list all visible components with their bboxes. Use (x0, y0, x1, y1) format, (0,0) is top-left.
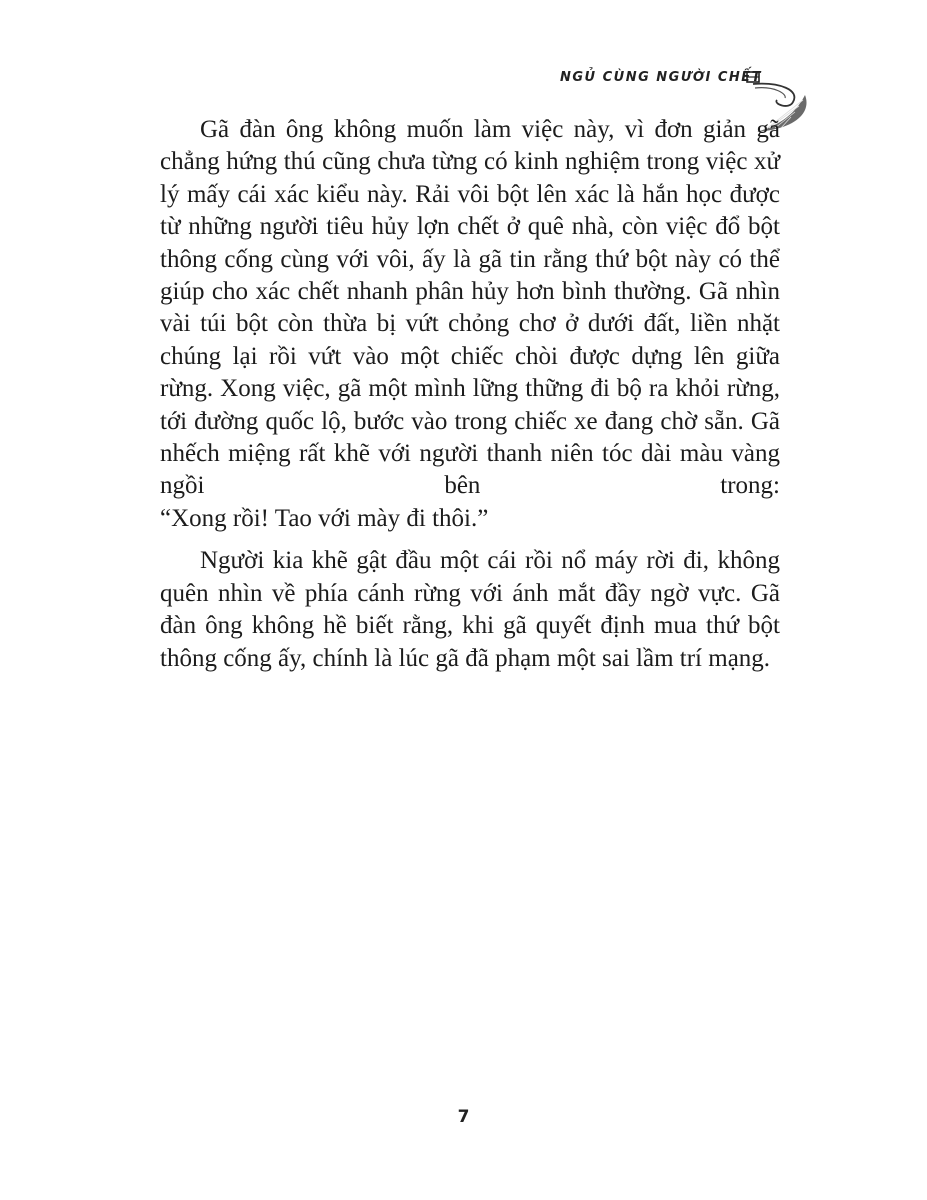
paragraph-text: Gã đàn ông không muốn làm việc này, vì đơn giản gã chẳng hứng thú cũng chưa từng có kinh nghiệm trong việc xử lý mấy cái xác kiểu này. Rải vôi bột lên xác là hắn học được từ những người tiêu hủy lợn chết ở quê nhà, còn việc đổ bột thông cống cùng với vôi, ấy là gã tin rằng thứ bột này có thể giúp cho xác chết nhanh phân hủy hơn bình thường. Gã nhìn vài túi bột còn thừa bị vứt chỏng chơ ở dưới đất, liền nhặt chúng lại rồi vứt vào một chiếc chòi được dựng lên giữa rừng. Xong việc, gã một mình lững thững đi bộ ra khỏi rừng, tới đường quốc lộ, bước vào trong chiếc xe đang chờ sẵn. Gã nhếch miệng rất khẽ với người thanh niên tóc dài màu vàng ngồi bên trong: (160, 116, 780, 500)
paragraph: Người kia khẽ gật đầu một cái rồi nổ máy rời đi, không quên nhìn về phía cánh rừng với ánh mắt đầy ngờ vực. Gã đàn ông không hề biết rằng, khi gã quyết định mua thứ bột thông cống ấy, chính là lúc gã đã phạm một sai lầm trí mạng. (160, 547, 780, 672)
running-header-title: NGỦ CÙNG NGƯỜI CHẾT (560, 70, 762, 85)
paragraph (160, 114, 780, 535)
body-text (160, 114, 780, 675)
dialogue-line: “Xong rồi! Tao với mày đi thôi.” (160, 504, 489, 532)
page-number: 7 (457, 1107, 470, 1127)
